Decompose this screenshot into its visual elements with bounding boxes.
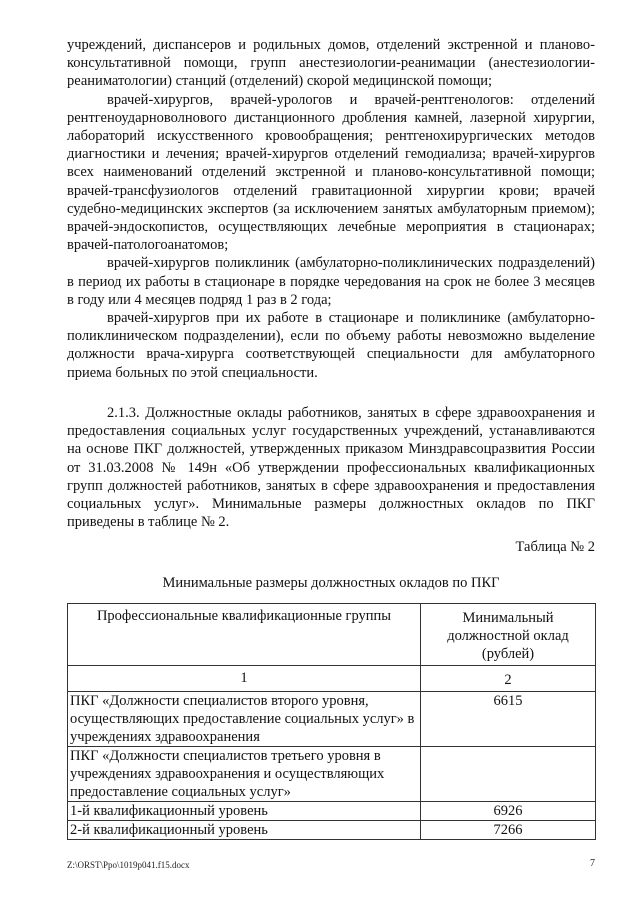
- table-title: Минимальные размеры должностных окладов по ПКГ: [162, 575, 500, 591]
- table-cell-group: ПКГ «Должности специалистов третьего уровня в учреждениях здравоохранения и осуществляющих предоставление социальных услуг»: [68, 747, 421, 802]
- footer-file-path: Z:\ORST\Ppo\1019p041.f15.docx: [67, 860, 190, 870]
- text-block-top: [67, 36, 595, 382]
- page-number: 7: [590, 858, 595, 869]
- table-row: [68, 802, 596, 821]
- table-cell-group: 2-й квалификационный уровень: [68, 821, 421, 840]
- paragraph: врачей-хирургов, врачей-урологов и врачей-рентгенологов: отделений рентгеноударноволнового дистанционного дробления камней, лазерной хирургии, лабораторий искусственного кровообращения; рентгенохирургических методов диагностики и лечения; врачей-хирургов отделений гемодиализа; врачей-хирургов всех наименований отделений экстренной и планово-консультативной помощи; врачей-трансфузиологов отделений гравитационной хирургии крови; врачей судебно-медицинских экспертов (за исключением занятых амбулаторным приемом); врачей-эндоскопистов, осуществляющих лечебные мероприятия в стационарах; врачей-патологоанатомов;: [67, 91, 595, 254]
- paragraph: учреждений, диспансеров и родильных домов, отделений экстренной и планово-консультативной помощи, групп анестезиологии-реанимации (анестезиологии-реаниматологии) станций (отделений) скорой медицинской помощи;: [67, 37, 595, 90]
- table-cell-salary: 6615: [421, 692, 596, 747]
- table-column-numbers-row: [68, 666, 596, 692]
- table-cell-group: 1-й квалификационный уровень: [68, 802, 421, 821]
- table-row: [68, 692, 596, 747]
- header-cell-salary: Минимальный должностной оклад (рублей): [421, 604, 596, 666]
- table-row: [68, 821, 596, 840]
- column-number-cell: 1: [68, 666, 421, 692]
- column-number-cell: 2: [421, 666, 596, 692]
- table-row: [68, 747, 596, 802]
- table-label: Таблица № 2: [515, 539, 595, 555]
- paragraph: врачей-хирургов при их работе в стационаре и поликлинике (амбулаторно-поликлиническом подразделении), если по объему работы невозможно выделение должности врача-хирурга соответствующей специальности для амбулаторного приема больных по этой специальности.: [67, 310, 595, 381]
- table-cell-group: ПКГ «Должности специалистов второго уровня, осуществляющих предоставление социальных услуг» в учреждениях здравоохранения: [68, 692, 421, 747]
- table-cell-salary: [421, 747, 596, 802]
- paragraph-2-1-3: 2.1.3. Должностные оклады работников, занятых в сфере здравоохранения и предоставления социальных услуг государственных учреждений, устанавливаются на основе ПКГ должностей, утвержденных приказом Минздравсоцразвития России от 31.03.2008 № 149н «Об утверждении профессиональных квалификационных групп должностей работников, занятых в сфере здравоохранения и предоставления социальных услуг». Минимальные размеры должностных окладов по ПКГ приведены в таблице № 2.: [67, 405, 595, 531]
- salary-table: [67, 603, 596, 840]
- table-cell-salary: 6926: [421, 802, 596, 821]
- header-cell-groups: Профессиональные квалификационные группы: [68, 604, 421, 666]
- text-block-main: [67, 404, 595, 531]
- paragraph: врачей-хирургов поликлиник (амбулаторно-поликлинических подразделений) в период их работы в стационаре в порядке чередования на срок не более 3 месяцев в году или 4 месяцев подряд 1 раз в 2 года;: [67, 255, 595, 308]
- table-cell-salary: 7266: [421, 821, 596, 840]
- table-header-row: [68, 604, 596, 666]
